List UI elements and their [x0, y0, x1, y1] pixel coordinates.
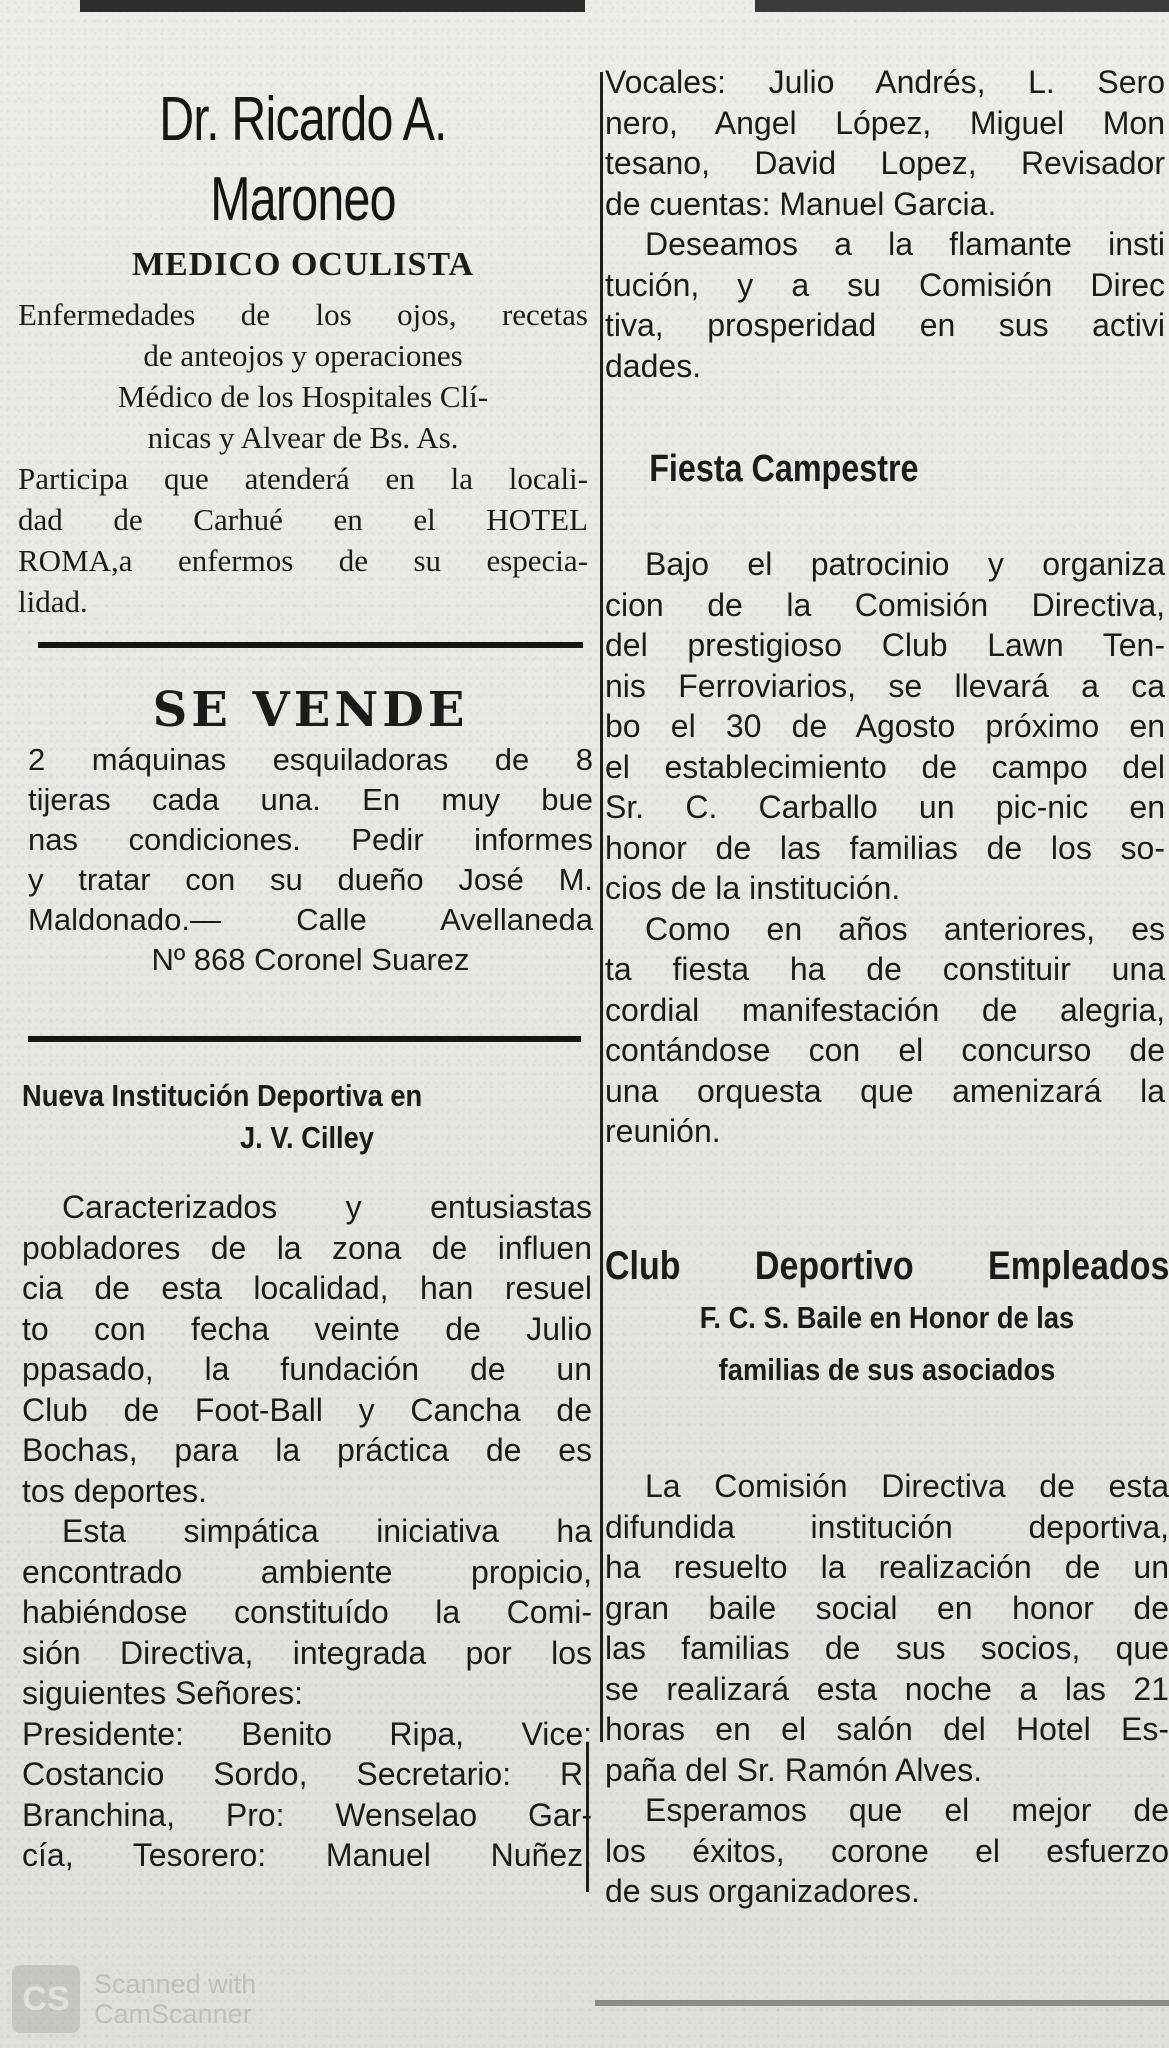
text-line: nis Ferroviarios, se llevará a ca [605, 667, 1165, 704]
text-line: sión Directiva, integrada por los [22, 1634, 592, 1671]
scanner-watermark [12, 1965, 256, 2033]
text-line: tos deportes. [22, 1472, 207, 1509]
watermark-text [94, 1969, 256, 2029]
text-line: La Comisión Directiva de esta [645, 1468, 1169, 1504]
ad-line: Enfermedades de los ojos, recetas [18, 297, 588, 332]
text-line: el establecimiento de campo del [605, 748, 1165, 785]
ad-line: ROMA,a enfermos de su especia- [18, 543, 588, 578]
doctor-ad-body [18, 294, 588, 622]
ad-line: Médico de los Hospitales Clí- [117, 379, 489, 414]
text-line: contándose con el concurso de [605, 1032, 1165, 1068]
separator-rule [28, 1036, 581, 1042]
text-line: encontrado ambiente propicio, [22, 1553, 592, 1590]
column-divider [600, 72, 603, 1742]
text-line: ppasado, la fundación de un [22, 1351, 592, 1387]
ad-line: Nº 868 Coronel Suarez [151, 942, 470, 977]
camscanner-logo-icon: CS [12, 1965, 80, 2033]
text-line: del prestigioso Club Lawn Ten- [605, 627, 1165, 663]
text-line: Bajo el patrocinio y organiza [645, 546, 1165, 582]
text-line: las familias de sus socios, que [605, 1630, 1169, 1666]
watermark-line: Scanned with [94, 1969, 257, 1999]
text-line: difundida institución deportiva, [605, 1508, 1169, 1545]
ad-line: lidad. [18, 584, 88, 619]
text-line: se realizará esta noche a las 21 [605, 1670, 1169, 1707]
doctor-advertisement [18, 80, 588, 622]
article-title-line2: J. V. Cilley [240, 1120, 374, 1155]
text-line: Esta simpática iniciativa ha [62, 1513, 592, 1549]
text-line: Costancio Sordo, Secretario: R. [22, 1756, 592, 1792]
for-sale-advertisement [28, 680, 593, 980]
article-fiesta-campestre [605, 444, 1165, 1152]
text-line: gran baile social en honor de [605, 1589, 1169, 1626]
text-line: habiéndose constituído la Comi- [22, 1594, 592, 1630]
article-title: Club Deportivo Empleados [605, 1244, 1169, 1288]
text-line: Sr. C. Carballo un pic-nic en [605, 789, 1165, 825]
text-line: honor de las familias de los so- [605, 829, 1165, 866]
text-line: Esperamos que el mejor de [645, 1792, 1169, 1828]
article-body [22, 1187, 592, 1876]
text-line: de sus organizadores. [605, 1873, 920, 1909]
text-line: una orquesta que amenizará la [605, 1072, 1165, 1109]
text-line: pobladores de la zona de influen [22, 1229, 592, 1266]
text-line: ha resuelto la realización de un [605, 1549, 1169, 1585]
text-line: Club de Foot-Ball y Cancha de [22, 1391, 592, 1428]
sale-body [28, 740, 593, 980]
text-line: reunión. [605, 1113, 721, 1149]
bottom-rule [595, 2000, 1169, 2006]
text-line: Caracterizados y entusiastas [62, 1189, 592, 1225]
text-line: dades. [605, 347, 702, 384]
text-line: horas en el salón del Hotel Es- [605, 1711, 1169, 1747]
ad-line: nas condiciones. Pedir informes [28, 822, 593, 857]
watermark-line: CamScanner [94, 1999, 252, 2029]
article-title: Nueva Institución Deportiva en [22, 1078, 423, 1113]
article-subtitle: familias de sus asociados [718, 1352, 1056, 1387]
text-line: ta fiesta ha de constituir una [605, 951, 1165, 987]
text-line: Como en años anteriores, es [645, 910, 1165, 947]
ad-line: nicas y Alvear de Bs. As. [147, 420, 459, 455]
text-line: Presidente: Benito Ripa, Vice: [22, 1715, 592, 1752]
doctor-name: Dr. Ricardo A. Maroneo [159, 85, 447, 234]
text-line: cion de la Comisión Directiva, [605, 586, 1165, 623]
ad-line: 2 máquinas esquiladoras de 8 [28, 742, 593, 777]
ad-line: de anteojos y operaciones [143, 338, 463, 373]
ad-line: Maldonado.— Calle Avellaneda [28, 902, 593, 937]
ad-line: Participa que atenderá en la locali- [18, 461, 588, 496]
text-line: tución, y a su Comisión Direc [605, 266, 1165, 303]
text-line: paña del Sr. Ramón Alves. [605, 1751, 983, 1788]
ad-line: y tratar con su dueño José M. [28, 862, 593, 897]
text-line: tesano, David Lopez, Revisador [605, 145, 1165, 181]
ad-line: tijeras cada una. En muy bue [28, 782, 593, 817]
text-line: tiva, prosperidad en sus activi [605, 307, 1165, 343]
text-line: los éxitos, corone el esfuerzo [605, 1832, 1169, 1869]
text-line: cía, Tesorero: Manuel Nuñez, [22, 1837, 592, 1873]
text-line: siguientes Señores: [22, 1675, 304, 1711]
text-line: bo el 30 de Agosto próximo en [605, 708, 1165, 744]
text-line: Deseamos a la flamante insti [645, 226, 1165, 262]
article-body [605, 544, 1165, 1152]
text-line: nero, Angel López, Miguel Mon [605, 104, 1165, 141]
text-line: cios de la institución. [605, 870, 901, 906]
text-line: cia de esta localidad, han resuel [22, 1270, 592, 1306]
article-subtitle: F. C. S. Baile en Honor de las [699, 1300, 1075, 1335]
separator-rule [38, 642, 583, 648]
top-rule-right [755, 0, 1169, 12]
article-title: Fiesta Campestre [649, 448, 919, 490]
article-nueva-institucion [22, 1075, 592, 1876]
text-line: to con fecha veinte de Julio [22, 1310, 592, 1347]
article-body [605, 1466, 1169, 1912]
article-continuation [605, 62, 1165, 386]
text-line: Bochas, para la práctica de es [22, 1432, 592, 1468]
ad-line: dad de Carhué en el HOTEL [18, 502, 588, 537]
top-rule-left [80, 0, 585, 12]
article-club-deportivo [605, 1240, 1169, 1912]
sale-title: SE VENDE [152, 682, 469, 738]
doctor-specialty: MEDICO OCULISTA [131, 246, 475, 283]
text-line: Vocales: Julio Andrés, L. Sero [605, 64, 1165, 100]
text-line: de cuentas: Manuel Garcia. [605, 185, 997, 222]
text-line: cordial manifestación de alegria, [605, 991, 1165, 1028]
text-line: Branchina, Pro: Wenselao Gar- [22, 1796, 592, 1833]
